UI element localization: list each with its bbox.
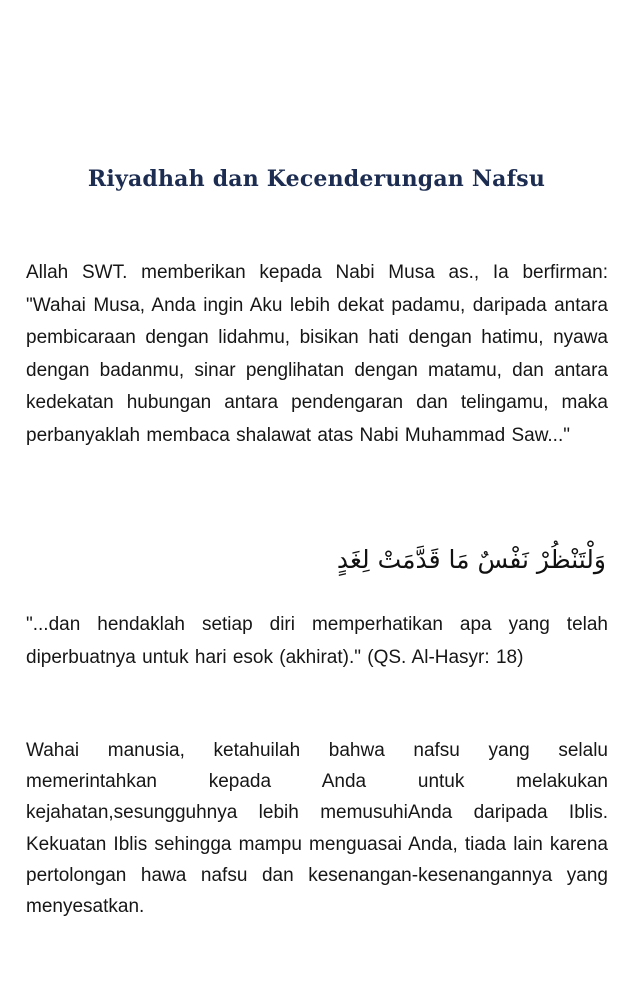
paragraph-verse-translation: "...dan hendaklah setiap diri memperhatikan apa yang telah diperbuatnya untuk hari esok (akhirat)." (QS. Al-Hasyr: 18) xyxy=(26,614,608,668)
arabic-verse: وَلْتَنْظُرْ نَفْسٌ مَا قَدَّمَتْ لِغَدٍ xyxy=(336,545,606,574)
paragraph-nafsu: Wahai manusia, ketahuilah bahwa nafsu yang selalu memerintahkan kepada Anda untuk melakukan kejahatan,sesungguhnya lebih memusuhiAnda daripada Iblis. Kekuatan Iblis sehingga mampu menguasai Anda, tiada lain karena pertolongan hawa nafsu dan kesenangan-kesenangannya yang menyesatkan. xyxy=(26,740,608,918)
paragraph-hadith: Allah SWT. memberikan kepada Nabi Musa as., Ia berfirman: "Wahai Musa, Anda ingin Aku lebih dekat padamu, daripada antara pembicaraan dengan lidahmu, bisikan hati dengan hatimu, nyawa dengan badanmu, sinar penglihatan dengan matamu, dan antara kedekatan hubungan antara pendengaran dan telingamu, maka perbanyaklah membaca shalawat atas Nabi Muhammad Saw..." xyxy=(26,262,608,446)
chapter-title: Riyadhah dan Kecenderungan Nafsu xyxy=(87,166,546,192)
